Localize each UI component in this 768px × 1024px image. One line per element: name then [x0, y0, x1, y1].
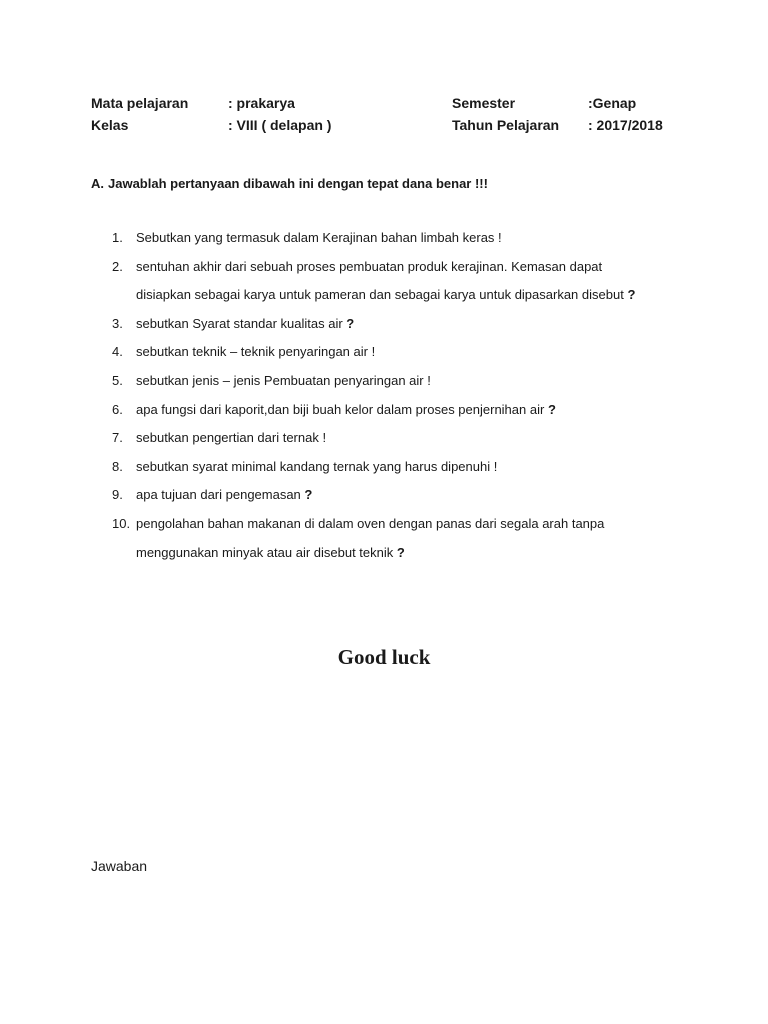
semester-value: :Genap [588, 95, 637, 111]
question-number: 5. [112, 372, 123, 388]
question-end-mark: ? [396, 544, 405, 560]
header-row-class [91, 114, 691, 136]
question-item [112, 510, 712, 567]
question-text: sebutkan jenis – jenis Pembuatan penyaringan air ! [136, 372, 431, 388]
section-marker: A. [91, 176, 104, 191]
question-item [112, 396, 712, 425]
question-end-mark: ? [304, 487, 313, 503]
question-text: sebutkan syarat minimal kandang ternak yang harus dipenuhi ! [136, 458, 498, 474]
subject-value: : prakarya [228, 95, 295, 111]
closing-message: Good luck [337, 645, 431, 669]
question-number: 4. [112, 344, 123, 360]
question-item [112, 424, 712, 453]
question-number: 9. [112, 487, 123, 503]
question-text-line [136, 453, 712, 482]
question-item [112, 481, 712, 510]
question-text: disiapkan sebagai karya untuk pameran dan sebagai karya untuk dipasarkan disebut [136, 287, 624, 303]
question-text-line [136, 281, 712, 310]
question-list [112, 224, 712, 567]
question-text: sentuhan akhir dari sebuah proses pembuatan produk kerajinan. Kemasan dapat [136, 258, 603, 274]
question-item [112, 224, 712, 253]
subject-label: Mata pelajaran [91, 95, 189, 111]
header-row-subject [91, 92, 691, 114]
question-number: 2. [112, 258, 123, 274]
question-item [112, 367, 712, 396]
question-number: 7. [112, 430, 123, 446]
question-number: 6. [112, 401, 123, 417]
question-number: 1. [112, 230, 123, 245]
question-text-line [136, 310, 712, 339]
instruction-text: Jawablah pertanyaan dibawah ini dengan tepat dana benar !!! [108, 176, 488, 191]
question-end-mark: ? [547, 401, 556, 417]
question-text-line [136, 338, 712, 367]
question-text-line [136, 396, 712, 425]
question-number: 8. [112, 458, 123, 474]
school-year-label: Tahun Pelajaran [452, 117, 560, 133]
class-value: : VIII ( delapan ) [228, 117, 332, 133]
question-text: menggunakan minyak atau air disebut teknik [136, 544, 394, 560]
question-text-line [136, 510, 712, 539]
question-text-line [136, 367, 712, 396]
question-text-line [136, 424, 712, 453]
school-year-value: : 2017/2018 [588, 117, 663, 133]
question-text: Sebutkan yang termasuk dalam Kerajinan bahan limbah keras ! [136, 230, 502, 245]
question-text: apa tujuan dari pengemasan [136, 487, 301, 503]
question-text: sebutkan teknik – teknik penyaringan air ! [136, 344, 376, 360]
question-text: sebutkan Syarat standar kualitas air [136, 315, 343, 331]
semester-label: Semester [452, 95, 516, 111]
question-text: pengolahan bahan makanan di dalam oven dengan panas dari segala arah tanpa [136, 515, 605, 531]
exam-header [91, 92, 691, 136]
question-text: apa fungsi dari kaporit,dan biji buah kelor dalam proses penjernihan air [136, 401, 545, 417]
question-item [112, 310, 712, 339]
question-end-mark: ? [627, 287, 636, 303]
question-number: 10. [112, 515, 131, 531]
section-instruction [91, 176, 488, 191]
question-item [112, 253, 712, 310]
answers-label: Jawaban [91, 858, 148, 874]
question-item [112, 453, 712, 482]
question-text: sebutkan pengertian dari ternak ! [136, 430, 327, 446]
question-text-line [136, 481, 712, 510]
question-text-line [136, 224, 712, 253]
question-text-line [136, 539, 712, 568]
question-end-mark: ? [346, 315, 355, 331]
question-text-line [136, 253, 712, 282]
question-number: 3. [112, 315, 123, 331]
question-item [112, 338, 712, 367]
class-label: Kelas [91, 117, 129, 133]
